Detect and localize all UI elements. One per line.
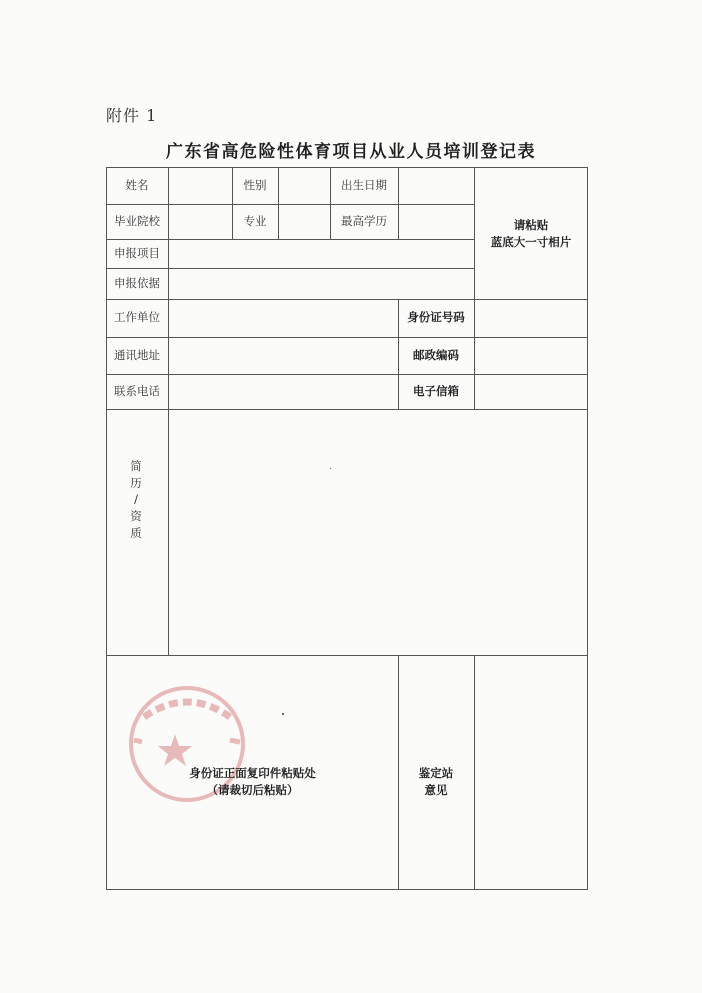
label-apply-item: 申报项目 — [114, 245, 160, 260]
school-field[interactable] — [169, 204, 232, 239]
name-field[interactable] — [169, 167, 232, 204]
resume-char: / — [134, 492, 138, 507]
station-label-line2: 意见 — [424, 783, 448, 797]
station-opinion-label — [398, 760, 474, 804]
photo-label-line2: 蓝底大一寸相片 — [490, 235, 572, 249]
resume-char: 质 — [130, 525, 142, 540]
label-school: 毕业院校 — [114, 213, 160, 228]
gender-field[interactable] — [279, 167, 330, 204]
speck-mark — [282, 713, 284, 715]
id-copy-note: （请裁切后粘贴） — [206, 783, 299, 797]
station-opinion-field[interactable] — [475, 656, 587, 889]
id-copy-label: 身份证正面复印件粘贴处 — [189, 765, 316, 780]
address-field[interactable] — [169, 337, 398, 374]
phone-field[interactable] — [169, 374, 398, 409]
birth-date-field[interactable] — [399, 167, 474, 204]
id-number-field[interactable] — [475, 299, 587, 337]
label-major: 专业 — [243, 213, 267, 228]
work-unit-field[interactable] — [169, 299, 398, 337]
label-id-number: 身份证号码 — [407, 310, 465, 325]
label-education: 最高学历 — [341, 213, 387, 228]
photo-placeholder[interactable] — [475, 203, 587, 265]
form-title: 广东省高危险性体育项目从业人员培训登记表 — [166, 142, 536, 162]
education-field[interactable] — [399, 204, 474, 239]
station-label-line1: 鉴定站 — [418, 765, 454, 780]
apply-basis-field[interactable] — [169, 268, 474, 299]
label-gender: 性别 — [243, 177, 267, 192]
label-apply-basis: 申报依据 — [114, 275, 160, 290]
postcode-field[interactable] — [475, 337, 587, 374]
id-copy-area[interactable] — [107, 760, 398, 804]
label-phone: 联系电话 — [114, 383, 160, 398]
label-name: 姓名 — [125, 177, 149, 192]
label-address: 通讯地址 — [114, 347, 160, 362]
table-border-bottom — [106, 889, 588, 890]
label-email: 电子信箱 — [413, 383, 459, 398]
resume-char: 简 — [130, 459, 142, 473]
major-field[interactable] — [279, 204, 330, 239]
label-birth-date: 出生日期 — [341, 177, 387, 192]
attachment-label: 附件 1 — [106, 106, 158, 125]
email-field[interactable] — [475, 374, 587, 409]
label-work-unit: 工作单位 — [114, 310, 160, 325]
resume-char: 历 — [130, 475, 142, 490]
label-resume — [106, 458, 166, 541]
resume-field[interactable] — [169, 410, 587, 655]
photo-label-line1: 请粘贴 — [513, 217, 549, 232]
apply-item-field[interactable] — [169, 239, 474, 268]
resume-char: 资 — [130, 509, 142, 524]
table-border-right — [587, 167, 588, 890]
label-postcode: 邮政编码 — [413, 347, 459, 362]
